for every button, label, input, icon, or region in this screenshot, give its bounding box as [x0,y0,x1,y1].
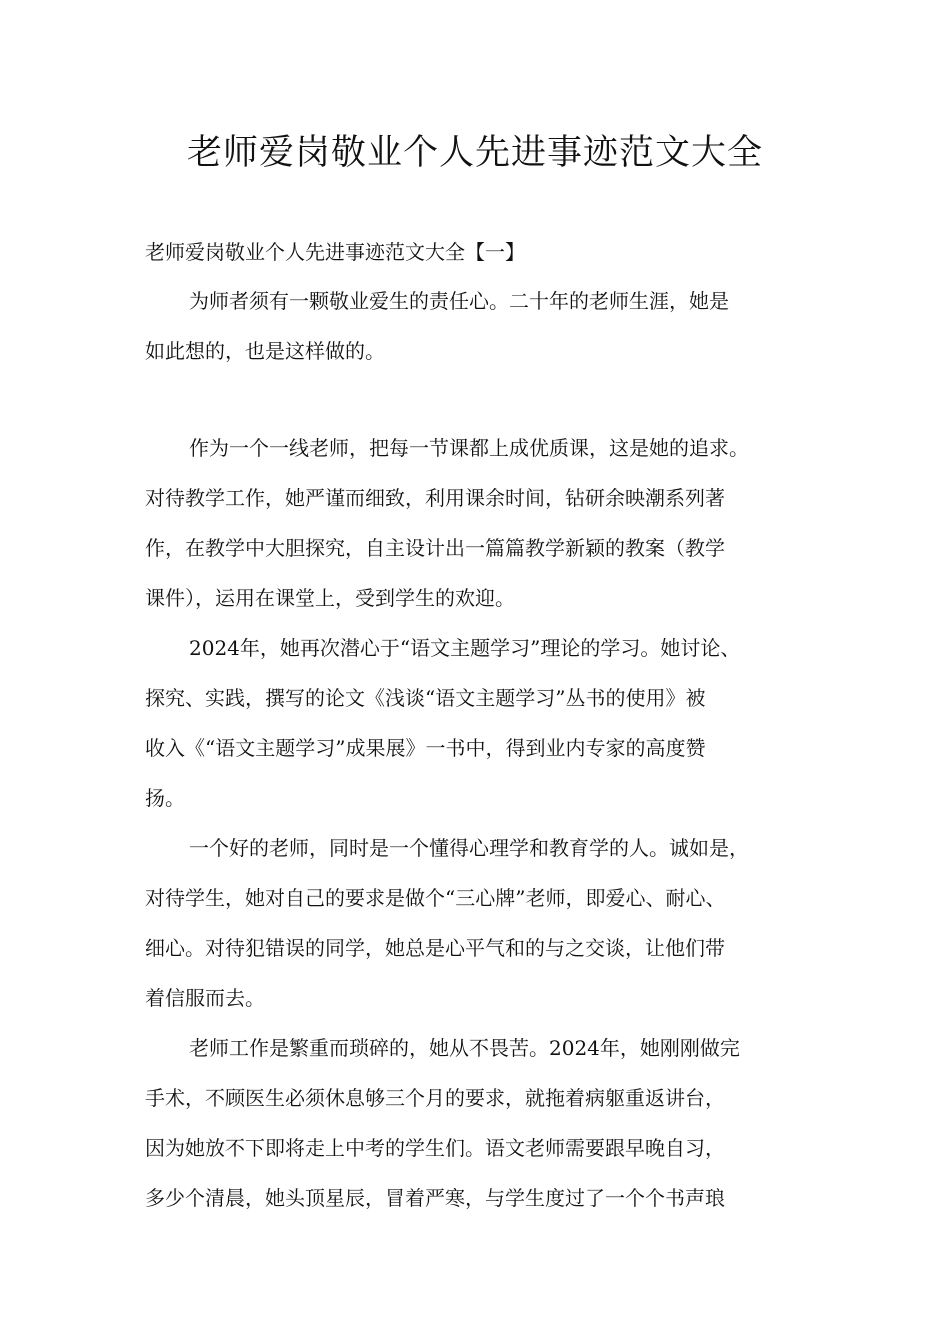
paragraph-3 [145,623,825,823]
paragraph-line: 作，在教学中大胆探究，自主设计出一篇篇教学新颖的教案（教学 [145,536,725,560]
paragraph-line: 为师者须有一颗敬业爱生的责任心。二十年的老师生涯，她是 [189,289,729,313]
paragraph-line: 扬。 [145,786,185,810]
paragraph-line: 多少个清晨，她头顶星辰，冒着严寒，与学生度过了一个个书声琅 [145,1186,725,1210]
paragraph-line: 一个好的老师，同时是一个懂得心理学和教育学的人。诚如是， [189,836,749,860]
paragraph-1 [145,276,825,376]
document-title: 老师爱岗敬业个人先进事迹范文大全 [186,133,763,173]
paragraph-line: 因为她放不下即将走上中考的学生们。语文老师需要跟早晚自习， [145,1136,725,1160]
paragraph-line: 着信服而去。 [145,986,265,1010]
paragraph-line: 细心。对待犯错误的同学，她总是心平气和的与之交谈，让他们带 [145,936,725,960]
section-heading: 老师爱岗敬业个人先进事迹范文大全【一】 [145,240,525,264]
paragraph-5 [145,1023,825,1223]
paragraph-line: 对待教学工作，她严谨而细致，利用课余时间，钻研余映潮系列著 [145,486,725,510]
paragraph-line: 收入《“语文主题学习”成果展》一书中，得到业内专家的高度赞 [145,736,706,760]
paragraph-line: 课件），运用在课堂上，受到学生的欢迎。 [145,586,515,610]
paragraph-line: 手术，不顾医生必须休息够三个月的要求，就拖着病躯重返讲台， [145,1086,725,1110]
paragraph-line: 探究、实践，撰写的论文《浅谈“语文主题学习”丛书的使用》被 [145,686,706,710]
paragraph-line: 如此想的，也是这样做的。 [145,339,385,363]
paragraph-line: 老师工作是繁重而琐碎的，她从不畏苦。2024年，她刚刚做完 [189,1036,740,1060]
paragraph-line: 2024年，她再次潜心于“语文主题学习”理论的学习。她讨论、 [189,636,741,660]
paragraph-line: 对待学生，她对自己的要求是做个“三心牌”老师，即爱心、耐心、 [145,886,726,910]
paragraph-line: 作为一个一线老师，把每一节课都上成优质课，这是她的追求。 [189,436,749,460]
paragraph-4 [145,823,825,1023]
paragraph-2 [145,423,825,623]
